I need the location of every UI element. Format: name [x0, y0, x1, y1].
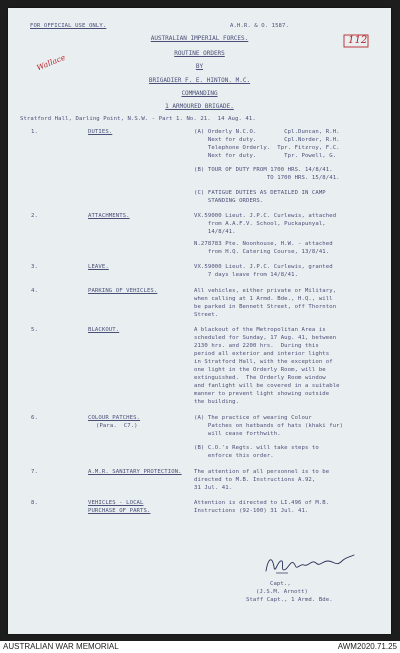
- item-title: VEHICLES - LOCAL: [88, 500, 144, 506]
- item-line: TO 1700 HRS. 15/8/41.: [194, 175, 340, 181]
- reference-number: A.H.R. & O. 1587.: [230, 23, 289, 29]
- footer-institution: AUSTRALIAN WAR MEMORIAL: [3, 642, 119, 651]
- item-number: 8.: [31, 500, 38, 506]
- item-line: directed to M.B. Instructions A.92,: [194, 477, 316, 483]
- handwritten-number: 112: [348, 35, 368, 46]
- item-line: from A.A.F.V. School, Puckapunyal,: [194, 221, 326, 227]
- item-line: the building.: [194, 399, 240, 405]
- item-number: 4.: [31, 288, 38, 294]
- handwritten-signature: [262, 549, 362, 583]
- item-line: (B) TOUR OF DUTY FROM 1700 HRS. 14/8/41.: [194, 167, 333, 173]
- item-line: will cease forthwith.: [194, 431, 281, 437]
- item-line: scheduled for Sunday, 17 Aug. 41, between: [194, 335, 337, 341]
- item-line: 2130 hrs. and 2200 hrs. During this: [194, 343, 319, 349]
- item-number: 1.: [31, 129, 38, 135]
- document-page: [8, 8, 391, 634]
- signature-title: Staff Capt., 1 Armd. Bde.: [246, 597, 333, 603]
- item-line: VX.59000 Lieut. J.P.C. Curlewis, attached: [194, 213, 337, 219]
- item-subtitle: PURCHASE OF PARTS.: [88, 508, 151, 514]
- item-line: from H.Q. Catering Course, 13/8/41.: [194, 249, 330, 255]
- item-line: (C) FATIGUE DUTIES AS DETAILED IN CAMP: [194, 190, 326, 196]
- force-heading: AUSTRALIAN IMPERIAL FORCES.: [150, 35, 249, 42]
- signature-rank: Capt.,: [270, 581, 291, 587]
- item-line: enforce this order.: [194, 453, 274, 459]
- footer-accession-number: AWM2020.71.25: [337, 642, 397, 651]
- item-line: period all exterior and interior lights: [194, 351, 330, 357]
- item-number: 2.: [31, 213, 38, 219]
- item-line: STANDING ORDERS.: [194, 198, 264, 204]
- brigadier-heading: BRIGADIER F. E. HINTON. M.C.: [148, 77, 251, 84]
- item-line: 7 days leave from 14/8/41.: [194, 272, 299, 278]
- item-line: A blackout of the Metropolitan Area is: [194, 327, 326, 333]
- item-line: Telephone Orderly. Tpr. Fitzroy, F.C.: [194, 145, 340, 151]
- item-line: 31 Jul. 41.: [194, 485, 233, 491]
- item-line: Instructions (92-100) 31 Jul. 41.: [194, 508, 309, 514]
- item-title: A.M.R. SANITARY PROTECTION.: [88, 469, 182, 475]
- item-line: (B) C.O.'s Regts. will take steps to: [194, 445, 319, 451]
- archive-footer: [0, 641, 400, 653]
- item-title: DUTIES.: [88, 129, 113, 135]
- item-line: 14/8/41.: [194, 229, 236, 235]
- item-line: The attention of all personnel is to be: [194, 469, 330, 475]
- item-line: in Stratford Hall, with the exception of: [194, 359, 333, 365]
- item-number: 7.: [31, 469, 38, 475]
- item-line: Street.: [194, 312, 219, 318]
- item-number: 6.: [31, 415, 38, 421]
- item-line: (A) The practice of wearing Colour: [194, 415, 312, 421]
- item-line: All vehicles, either private or Military,: [194, 288, 337, 294]
- item-title: PARKING OF VEHICLES.: [88, 288, 158, 294]
- item-line: be parked in Bennett Street, off Thornton: [194, 304, 337, 310]
- by-heading: BY: [195, 63, 204, 70]
- item-line: VX.59000 Lieut. J.P.C. Curlewis, granted: [194, 264, 333, 270]
- item-line: (A) Orderly N.C.O. Cpl.Duncan, R.H.: [194, 129, 340, 135]
- item-title: COLOUR PATCHES.: [88, 415, 141, 421]
- item-title: BLACKOUT.: [88, 327, 120, 333]
- item-line: Next for duty. Cpl.Norder, R.H.: [194, 137, 340, 143]
- item-number: 5.: [31, 327, 38, 333]
- commanding-heading: COMMANDING: [181, 90, 218, 97]
- item-line: Next for duty. Tpr. Powell, G.: [194, 153, 337, 159]
- place-line: Stratford Hall, Darling Point, N.S.W. - Part 1. No. 21. 14 Aug. 41.: [20, 116, 256, 122]
- brigade-heading: 1 ARMOURED BRIGADE.: [165, 103, 234, 110]
- item-number: 3.: [31, 264, 38, 270]
- item-line: extinguished. The Orderly Room window: [194, 375, 326, 381]
- item-title: ATTACHMENTS.: [88, 213, 130, 219]
- item-line: N.278783 Pte. Noonhouse, H.W. - attached: [194, 241, 333, 247]
- item-line: Attention is directed to LI.496 of M.B.: [194, 500, 330, 506]
- item-line: manner to prevent light showing outside: [194, 391, 330, 397]
- classification-label: FOR OFFICIAL USE ONLY.: [30, 23, 107, 29]
- item-line: Patches on hatbands of hats (khaki fur): [194, 423, 344, 429]
- orders-heading: ROUTINE ORDERS: [174, 50, 225, 57]
- item-line: one light in the Orderly Room, will be: [194, 367, 326, 373]
- signature-name: (J.S.M. Arnott): [256, 589, 309, 595]
- handwritten-note: Wallace: [35, 52, 67, 73]
- item-subtitle: (Para. C7.): [96, 423, 138, 429]
- item-line: when calling at 1 Armd. Bde., H.Q., will: [194, 296, 333, 302]
- item-title: LEAVE.: [88, 264, 109, 270]
- item-line: and fanlight will be covered in a suitable: [194, 383, 340, 389]
